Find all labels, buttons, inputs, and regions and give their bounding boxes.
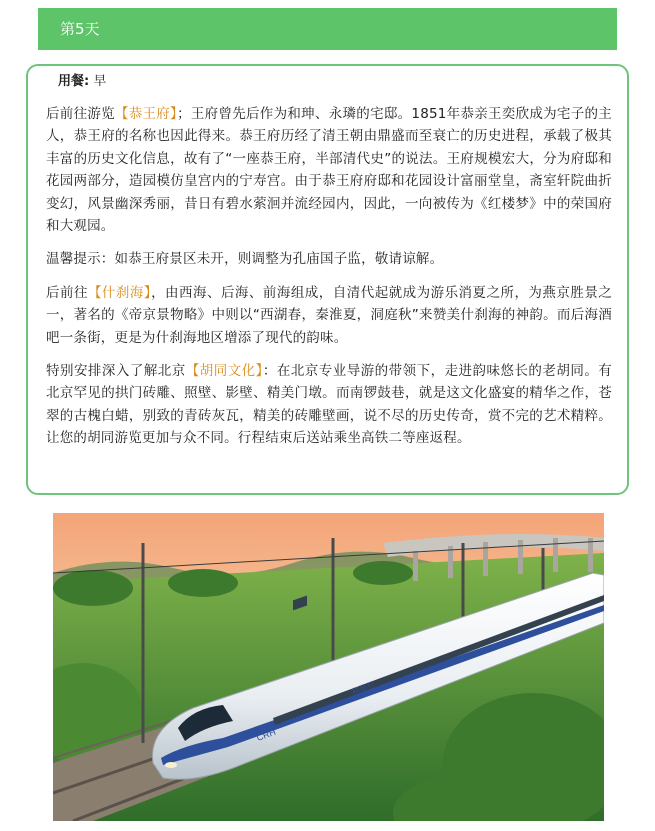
train-photo <box>53 513 604 821</box>
p1-post: ；王府曾先后作为和珅、永璘的宅邸。1851年恭亲王奕欣成为宅子的主人，恭王府的名称也因此得来。恭王府历经了清王朝由鼎盛而至衰亡的历史进程，承载了极其丰富的历史文化信息，故有了“一座恭王府，半部清代史”的说法。王府规模宏大，分为府邸和花园两部分，造园模仿皇宫内的宁寿宫。由于恭王府府邸和花园设计富丽堂皇，斋室轩院曲折变幻，风景幽深秀丽，昔日有碧水萦洄并流经园内，因此，一向被传为《红楼梦》中的荣国府和大观园。 <box>46 106 612 235</box>
train-logo: CRH <box>255 726 278 743</box>
day-header <box>38 8 617 50</box>
paragraph-gongwangfu <box>46 103 612 237</box>
p3-highlight: 【什刹海】 <box>87 284 152 301</box>
p1-highlight: 【恭王府】 <box>114 106 178 122</box>
day-title: 第5天 <box>60 20 100 38</box>
train-headlight <box>165 762 177 768</box>
p2-text: 温馨提示：如恭王府景区未开，则调整为孔庙国子监，敬请谅解。 <box>46 251 444 268</box>
meal-line <box>58 71 612 93</box>
p1-pre: 后前往游览 <box>46 106 115 122</box>
p4-highlight: 【胡同文化】 <box>185 363 263 380</box>
meal-label: 用餐: <box>58 74 90 89</box>
p3-post: ，由西海、后海、前海组成，自清代起就成为游乐消夏之所，为燕京胜景之一，著名的《帝京景物略》中则以“西湖春，秦淮夏，洞庭秋”来赞美什刹海的神韵。而后海酒吧一条街，更是为什刹海地区增添了现代的韵味。 <box>46 284 613 346</box>
train-photo-svg <box>53 513 604 821</box>
p4-post: ：在北京专业导游的带领下，走进韵味悠长的老胡同。有北京罕见的拱门砖雕、照壁、影壁、精美门墩。而南锣鼓巷，就是这文化盛宴的精华之作，苍翠的古槐白蜡，别致的青砖灰瓦，精美的砖雕壁画，说不尽的历史传奇，赏不完的艺术精粹。让您的胡同游览更加与众不同。行程结束后送站乘坐高铁二等座返程。 <box>46 363 613 447</box>
p3-pre: 后前往 <box>46 284 88 301</box>
itinerary-card <box>26 64 629 495</box>
paragraph-hutong <box>46 360 612 450</box>
paragraph-tip <box>46 248 612 270</box>
train-name: 和谐号 <box>350 680 377 697</box>
p4-pre: 特别安排深入了解北京 <box>46 363 186 380</box>
meal-value: 早 <box>93 74 107 89</box>
paragraph-shichahai <box>46 282 612 349</box>
